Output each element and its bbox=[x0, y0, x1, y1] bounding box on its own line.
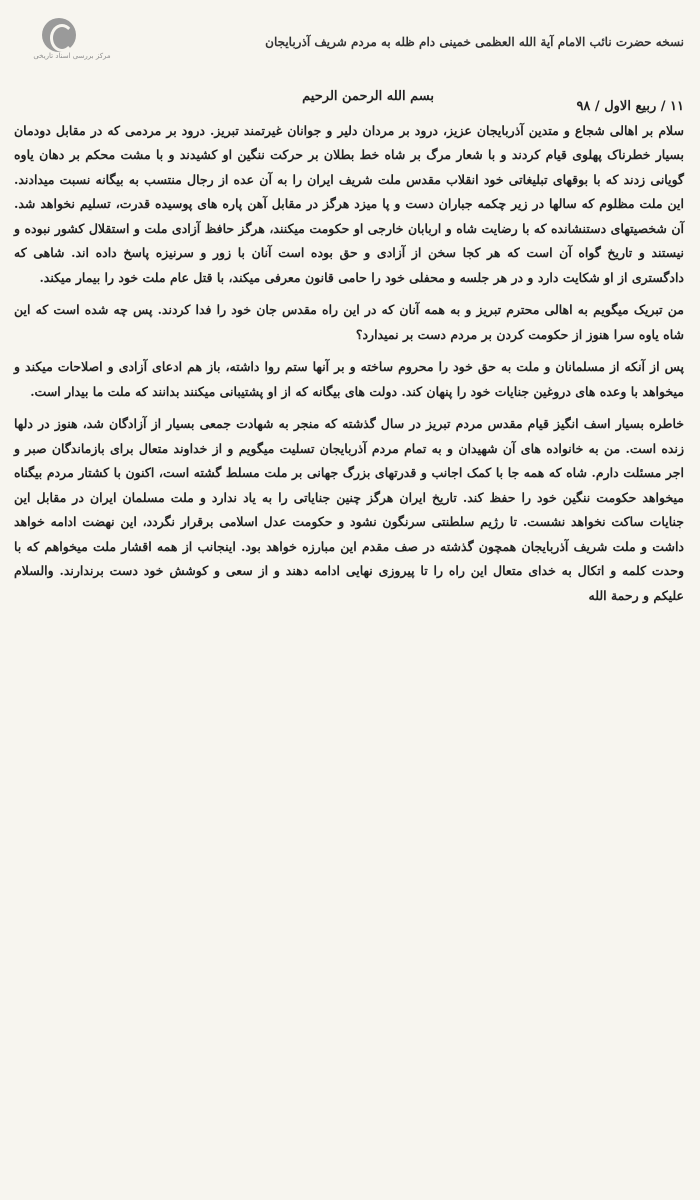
paragraph-spacer bbox=[14, 290, 684, 298]
paragraph-spacer bbox=[14, 347, 684, 355]
document-header-row bbox=[14, 83, 684, 119]
document-date: ۱۱ / ربیع الاول / ۹۸ bbox=[576, 98, 684, 114]
document-heading: نسخه حضرت نائب الامام آیة الله العظمی خمینی دام ظله به مردم شریف آذربایجان bbox=[265, 35, 684, 49]
paragraph-4: خاطره بسیار اسف انگیز قیام مقدس مردم تبریز در سال گذشته که منجر به شهادت جمعی بسیار از آزادگان شد، هنوز در دلها زنده است. من به خانواده های آن شهیدان و به تمام مردم آذربایجان تسلیت میگویم و از خداوند متعال برای بازماندگان صبر و اجر مسئلت دارم. شاه که همه جا با کمک اجانب و قدرتهای بزرگ جهانی بر ملت مسلط گشته است، اکنون با کشتار مردم بیگناه میخواهد حکومت ننگین خود را حفظ کند. تاریخ ایران هرگز چنین جنایاتی را به یاد ندارد و ملت مسلمان ایران در مقابل این جنایات ساکت نخواهد نشست. تا رژیم سلطنتی سرنگون نشود و حکومت عدل اسلامی برقرار نگردد، این نهضت ادامه خواهد داشت و ملت شریف آذربایجان همچون گذشته در صف مقدم این مبارزه خواهد بود. اینجانب از همه اقشار ملت میخواهم که با وحدت کلمه و اتکال به خدای متعال این راه را تا پیروزی نهایی ادامه دهند و از سعی و کوشش خود دست برندارند. والسلام علیکم و رحمة الله bbox=[14, 416, 684, 603]
paragraph-1: سلام بر اهالی شجاع و متدین آذربایجان عزیز، درود بر مردان دلیر و جوانان غیرتمند تبریز. درود بر مردمی که در مقابل دودمان بسیار خطرناک پهلوی قیام کردند و با شعار مرگ بر شاه خط بطلان بر حرکت ننگین او کشیدند و با مشت محکم بر دهان یاوه گویانی زدند که با بوقهای تبلیغاتی خود انقلاب مقدس ملت شریف ایران را به آن عده از رجال منتسب به بیگانه نسبت میدادند. این ملت مظلوم که سالها در زیر چکمه جباران دست و پا میزد هرگز در مقابل آهن پاره های پوسیده قدرت، تسلیم نخواهد شد. آن شخصیتهای دستنشانده که با رضایت شاه و اربابان خارجی او حکومت میکنند، هرگز حافظ آزادی ملت و استقلال کشور نبوده و نیستند و تاریخ گواه آن است که هر کجا سخن از آزادی و حق بوده است آنان با زور و سرنیزه پاسخ داده اند. شاهی که دادگستری از او شکایت دارد و در هر جلسه و محفلی خود را حامی قانون معرفی میکند، با قتل عام ملت خود را بیمار میکند. bbox=[14, 122, 684, 285]
document-body bbox=[14, 30, 684, 608]
logo-text: مرکز بررسی اسناد تاریخی bbox=[33, 52, 111, 60]
paragraph-spacer bbox=[14, 404, 684, 412]
paragraph-2: من تبریک میگویم به اهالی محترم تبریز و به همه آنان که در این راه مقدس جان خود را فدا کردند. پس چه شده است که این شاه یاوه سرا هنوز از حکومت کردن بر مردم دست بر نمیدارد؟ bbox=[14, 302, 684, 342]
bismillah: بسم الله الرحمن الرحیم bbox=[302, 88, 434, 104]
paragraph-3: پس از آنکه از مسلمانان و ملت به حق خود را محروم ساخته و بر آنها ستم روا داشته، باز هم ادعای آزادی و اصلاحات میکند و میخواهد با وعده های دروغین جنایات خود را پنهان کند. دولت های بیگانه که از او پشتیبانی میکنند بدانند که ملت ما بیدار است. bbox=[14, 359, 684, 399]
